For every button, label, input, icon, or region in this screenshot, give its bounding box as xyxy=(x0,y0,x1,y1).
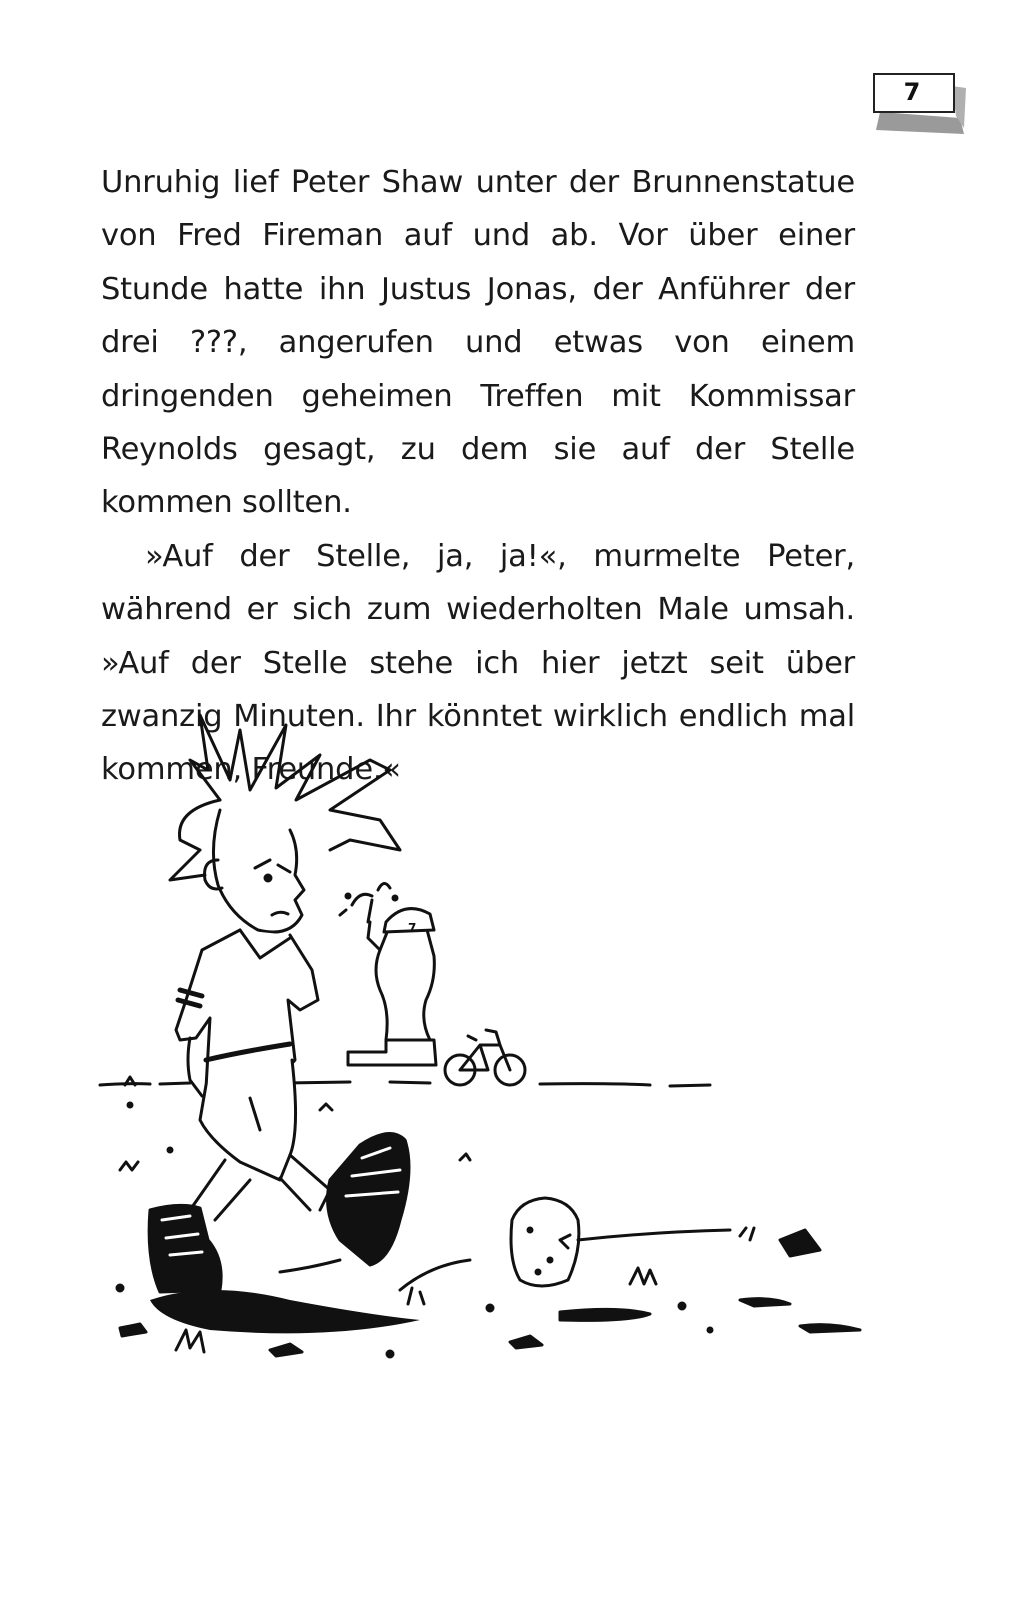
statue-hat-number: 7 xyxy=(408,921,417,935)
paragraph: »Auf der Stelle, ja, ja!«, murmelte Peter, während er sich zum wiederholten Male umsah. »Auf der Stelle stehe ich hier jetzt seit über zwanzig Minuten. Ihr könntet wirklich endlich mal kommen, Freunde.« xyxy=(101,538,855,788)
illustration-peter-kicking-stone xyxy=(90,700,870,1370)
page-number-tab xyxy=(872,72,972,138)
page-number: 7 xyxy=(903,78,921,106)
paragraph: Unruhig lief Peter Shaw unter der Brunnenstatue von Fred Fireman auf und ab. Vor über einer Stunde hatte ihn Justus Jonas, der Anführer der drei ???, angerufen und etwas von einem dringenden geheimen Treffen mit Kommissar Reynolds gesagt, zu dem sie auf der Stelle kommen sollten. xyxy=(101,165,855,521)
